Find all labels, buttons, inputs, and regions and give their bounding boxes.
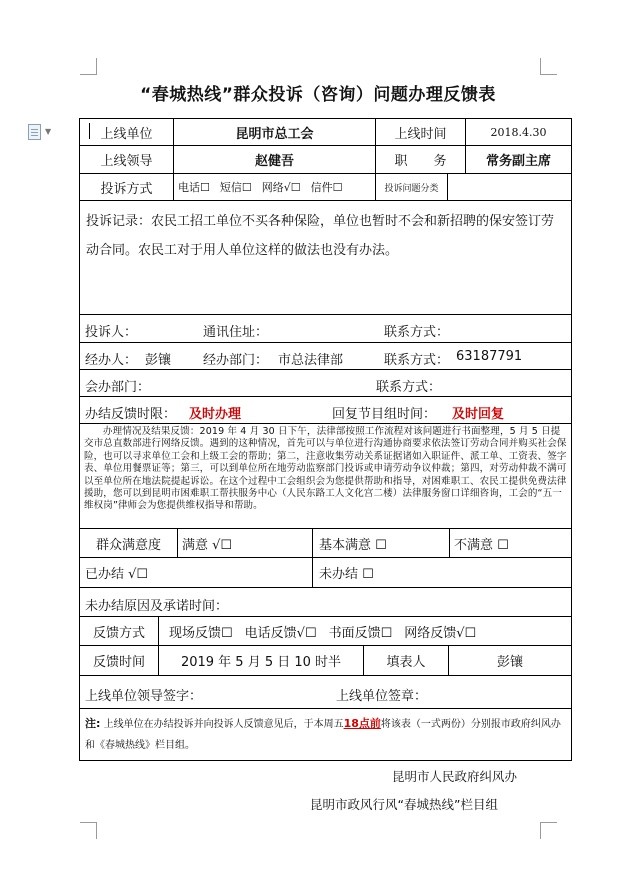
satisfaction-label: 群众满意度 (95, 537, 161, 553)
complaint-method-label: 投诉方式 (100, 181, 153, 197)
unit-seal-label: 上线单位签章： (336, 689, 428, 704)
online-leader-label: 上线领导 (100, 154, 153, 169)
chevron-down-icon[interactable]: ▼ (45, 127, 52, 136)
row-complaint-method (80, 174, 571, 201)
online-leader-value[interactable]: 赵健吾 (173, 146, 375, 173)
row-complainant (80, 315, 571, 343)
handler-name[interactable]: 彭镶 (145, 353, 172, 368)
page-title: “春城热线”群众投诉（咨询）问题办理反馈表 (140, 85, 496, 105)
document-icon[interactable] (28, 124, 41, 140)
row-feedback-time (80, 646, 571, 676)
completion-done[interactable]: 已办结 √☐ (85, 567, 149, 582)
row-deadline (80, 397, 571, 424)
feedback-time-label: 反馈时间 (92, 655, 145, 670)
filler-value[interactable]: 彭镶 (448, 646, 571, 675)
address-label: 通讯住址： (203, 325, 269, 340)
note-prefix: 注: (85, 717, 101, 730)
footer-line-2: 昆明市政风行风“春城热线”栏目组 (310, 797, 498, 812)
crop-mark-bottom-left (80, 822, 97, 839)
option-network-feedback[interactable]: 网络反馈√☐ (404, 625, 477, 641)
reason-label: 未办结原因及承诺时间： (85, 599, 229, 614)
completion-not-done[interactable]: 未办结 ☐ (312, 558, 571, 587)
row-signatures (80, 676, 571, 709)
note-text-a: 上线单位在办结投诉并向投诉人反馈意见后，于本周五 (103, 719, 344, 730)
satisfaction-satisfied[interactable]: 满意 √☐ (177, 529, 312, 557)
complaint-category-label: 投诉问题分类 (375, 174, 447, 200)
online-unit-value[interactable]: 昆明市总工会 (173, 119, 375, 145)
handler-dept[interactable]: 市总法律部 (278, 353, 344, 368)
satisfaction-unsatisfied[interactable]: 不满意 ☐ (449, 529, 571, 557)
row-completion (80, 558, 571, 588)
complaint-category-value[interactable] (447, 174, 571, 200)
filler-label: 填表人 (363, 646, 448, 675)
text-cursor (89, 123, 90, 139)
row-note (80, 709, 571, 760)
row-reason (80, 588, 571, 617)
complainant-label: 投诉人： (85, 325, 138, 340)
handler-contact-label: 联系方式： (384, 353, 450, 368)
row-satisfaction (80, 529, 571, 558)
row-process-result (80, 424, 571, 529)
leader-signature-label: 上线单位领导签字： (85, 689, 203, 704)
option-letter[interactable]: 信件☐ (310, 181, 343, 194)
footer-line-1: 昆明市人民政府纠风办 (392, 769, 518, 784)
crop-mark-top-right (540, 58, 557, 75)
deadline-value[interactable]: 及时办理 (189, 407, 242, 422)
position-value[interactable]: 常务副主席 (465, 146, 571, 173)
reply-time-value[interactable]: 及时回复 (452, 407, 505, 422)
row-online-unit (80, 119, 571, 146)
cooperating-contact-label: 联系方式： (376, 380, 442, 395)
row-cooperating-dept (80, 370, 571, 397)
crop-mark-top-left (80, 58, 97, 75)
feedback-method-label: 反馈方式 (92, 625, 145, 641)
deadline-label: 办结反馈时限： (85, 407, 177, 422)
option-sms[interactable]: 短信☐ (219, 181, 252, 194)
position-label: 职 务 (375, 146, 465, 173)
complaint-record-text[interactable]: 投诉记录：农民工招工单位不买各种保险，单位也暂时不会和新招聘的保安签订劳动合同。农民工对于用人单位这样的做法也没有办法。 (86, 214, 555, 258)
complainant-contact-label: 联系方式： (384, 325, 450, 340)
handler-label: 经办人： (85, 353, 138, 368)
option-phone-feedback[interactable]: 电话反馈√☐ (244, 625, 317, 641)
feedback-form-table (79, 118, 572, 761)
row-complaint-record (80, 201, 571, 315)
note-deadline: 18点前 (343, 717, 381, 730)
row-online-leader (80, 146, 571, 174)
online-time-label: 上线时间 (375, 119, 465, 145)
row-handler (80, 343, 571, 370)
handler-dept-label: 经办部门： (203, 353, 269, 368)
reply-time-label: 回复节目组时间： (332, 407, 437, 422)
handler-contact[interactable]: 63187791 (456, 349, 523, 364)
satisfaction-basic[interactable]: 基本满意 ☐ (312, 529, 449, 557)
option-written[interactable]: 书面反馈☐ (328, 625, 393, 641)
note-text-b: 将该表（一式两份）分别报市政府纠风办和《春城热线》栏目组。 (85, 719, 561, 751)
complaint-method-options (173, 174, 375, 200)
cooperating-dept-label: 会办部门： (85, 380, 151, 395)
option-onsite[interactable]: 现场反馈☐ (169, 625, 233, 641)
online-unit-label: 上线单位 (100, 126, 153, 142)
feedback-time-value[interactable]: 2019 年 5 月 5 日 10 时半 (158, 646, 363, 675)
process-result-text[interactable]: 办理情况及结果反馈：2019 年 4 月 30 日下午，法律部按照工作流程对该问题进行书面整理，5 月 5 日提交市总直数部进行网络反馈。遇到的这种情况，首先可以与单位进行沟通协商要求依法签订劳动合同并购买社会保险，也可以寻求单位工会和上级工会的帮助；第二，注意收集劳动关系证据诸如入职证件、派工单、工资表、签字表、单位用餐票证等；第三，可以到单位所在地劳动监察部门投诉或申请劳动争议仲裁；第四，对劳动仲裁不满可以至单位所在地法院提起诉讼。在这个过程中工会组织会为您提供帮助和指导，对困难职工、农民工提供免费法律援助，您可以到昆明市困难职工帮扶服务中心（人民东路工人文化宫二楼）法律服务窗口详细咨询，工会的“五一维权岗”律师会为您提供维权指导和帮助。 (84, 426, 567, 512)
online-time-value[interactable]: 2018.4.30 (465, 119, 571, 145)
option-network[interactable]: 网络√☐ (261, 181, 301, 194)
option-phone[interactable]: 电话☐ (178, 181, 210, 194)
note-text (85, 713, 565, 756)
feedback-method-options (158, 617, 571, 645)
row-feedback-method (80, 617, 571, 646)
crop-mark-bottom-right (540, 822, 557, 839)
